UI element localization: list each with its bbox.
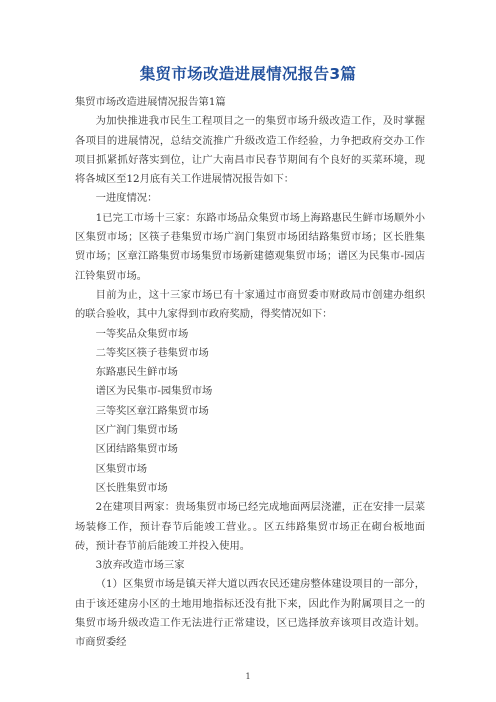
paragraph: 东路惠民生鲜市场 [95,366,178,379]
paragraph: 目前为止，这十三家市场已有十家通过市商贸委市财政局市创建办组织的联合验收，其中九家得到市政府奖励，得奖情况如下： [75,288,425,321]
paragraph: 3放弃改造市场三家 [95,559,185,572]
paragraph: 三等奖区章江路集贸市场 [95,404,209,417]
paragraph: 一等奖品众集贸市场 [95,327,189,340]
paragraph: （1）区集贸市场是镇天祥大道以西农民还建房整体建设项目的一部分，由于该还建房小区的土地用地指标还没有批下来，因此作为附属项目之一的集贸市场升级改造工作无法进行正常建设，区已选择放弃该项目改造计划。市商贸委经 [75,578,425,649]
paragraph: 二等奖区筷子巷集贸市场 [95,346,209,359]
paragraph: 区长胜集贸市场 [95,481,168,494]
paragraph: 区广润门集贸市场 [95,424,178,437]
paragraph: 2在建项目两家：贵场集贸市场已经完成地面两层浇灌，正在安排一层菜场装修工作，预计春节后能竣工营业。。区五纬路集贸市场正在砌台板地面砖，预计春节前后能竣工并投入使用。 [75,501,425,552]
paragraph: 为加快推进我市民生工程项目之一的集贸市场升级改造工作，及时掌握各项目的进展情况，总结交流推广升级改造工作经验，力争把政府交办工作项目抓紧抓好落实到位，让广大南昌市民春节期间有个良好的买菜环境，现将各城区至12月底有关工作进展情况报告如下： [75,115,425,186]
document-title: 集贸市场改造进展情况报告3篇 [139,65,357,83]
paragraph: 区团结路集贸市场 [95,443,178,456]
document-body [75,93,425,653]
paragraph: 区集贸市场 [95,462,148,475]
paragraph: 集贸市场改造进展情况报告第1篇 [75,96,226,108]
paragraph: 一进度情况： [95,192,158,205]
paragraph: 1已完工市场十三家：东路市场品众集贸市场上海路惠民生鲜市场顺外小区集贸市场；区筷子巷集贸市场广润门集贸市场团结路集贸市场；区长胜集贸市场；区章江路集贸市场集贸市场新建德观集贸市场；谱区为民集市-园店江铃集贸市场。 [75,211,425,282]
page-number: 1 [245,672,251,681]
paragraph: 谱区为民集市-园集贸市场 [95,385,213,398]
